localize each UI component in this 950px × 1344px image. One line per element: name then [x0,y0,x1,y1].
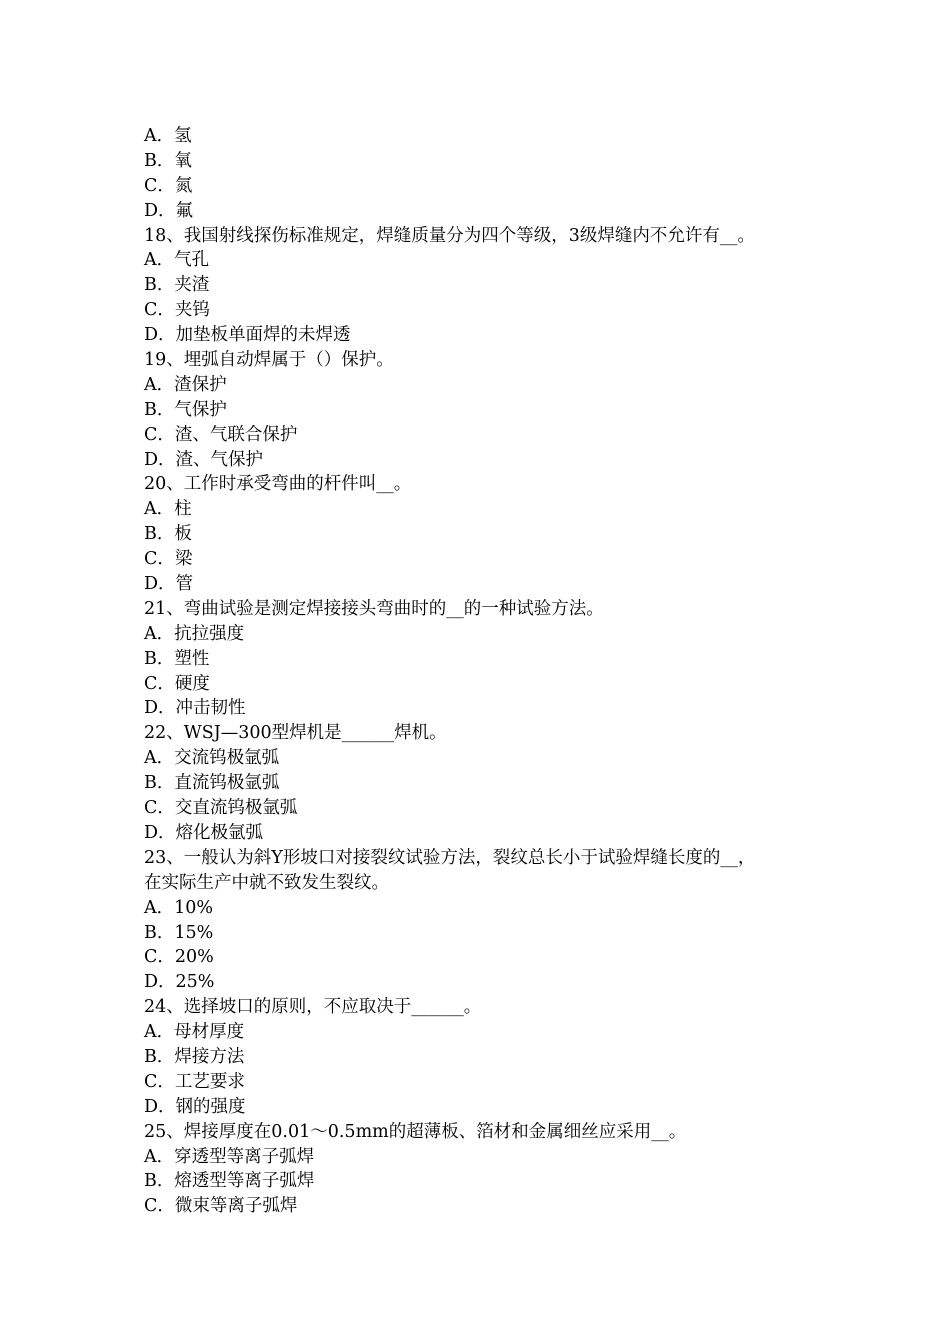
option-line: B．板 [144,524,192,545]
option-line: C．20% [144,947,214,968]
option-line: B．15% [144,922,214,943]
option-line: A．交流钨极氩弧 [144,748,280,769]
question-line: 23、一般认为斜Y形坡口对接裂纹试验方法，裂纹总长小于试验焊缝长度的__， [144,847,756,868]
question-line: 22、WSJ—300型焊机是______焊机。 [144,723,447,744]
option-line: C．微束等离子弧焊 [144,1196,298,1217]
option-line: D．冲击韧性 [144,698,246,719]
option-line: C．梁 [144,549,193,570]
option-line: C．氮 [144,175,193,196]
option-line: B．直流钨极氩弧 [144,773,280,794]
option-line: A．母材厚度 [144,1022,245,1043]
option-line: A．渣保护 [144,374,227,395]
option-line: B．焊接方法 [144,1046,245,1067]
question-line: 19、埋弧自动焊属于（）保护。 [144,350,394,371]
option-line: A．抗拉强度 [144,623,245,644]
option-line: D．氟 [144,200,194,221]
option-line: C．工艺要求 [144,1071,245,1092]
question-line: 18、我国射线探伤标准规定，焊缝质量分为四个等级，3级焊缝内不允许有__。 [144,225,755,246]
option-line: A．气孔 [144,250,210,271]
option-line: B．氧 [144,150,192,171]
question-list [144,124,824,1219]
option-line: B．熔透型等离子弧焊 [144,1171,315,1192]
option-line: B．夹渣 [144,275,210,296]
option-line: A．穿透型等离子弧焊 [144,1146,315,1167]
option-line: A．柱 [144,499,192,520]
question-line: 24、选择坡口的原则，不应取决于______。 [144,997,482,1018]
question-line: 20、工作时承受弯曲的杆件叫__。 [144,474,412,495]
option-line: D．渣、气保护 [144,449,264,470]
option-line: D．管 [144,574,194,595]
option-line: B．气保护 [144,399,227,420]
option-line: C．渣、气联合保护 [144,424,298,445]
option-line: A．10% [144,897,214,918]
question-continuation-line: 在实际生产中就不致发生裂纹。 [144,872,389,893]
question-line: 21、弯曲试验是测定焊接接头弯曲时的__的一种试验方法。 [144,598,604,619]
option-line: C．夹钨 [144,300,210,321]
option-line: C．交直流钨极氩弧 [144,798,298,819]
option-line: A．氢 [144,126,192,146]
option-line: B．塑性 [144,648,210,669]
option-line: D．熔化极氩弧 [144,822,264,843]
option-line: C．硬度 [144,673,210,694]
option-line: D．25% [144,972,215,993]
option-line: D．钢的强度 [144,1096,246,1117]
option-line: D．加垫板单面焊的未焊透 [144,325,351,346]
question-line: 25、焊接厚度在0.01～0.5mm的超薄板、箔材和金属细丝应采用__。 [144,1121,687,1142]
